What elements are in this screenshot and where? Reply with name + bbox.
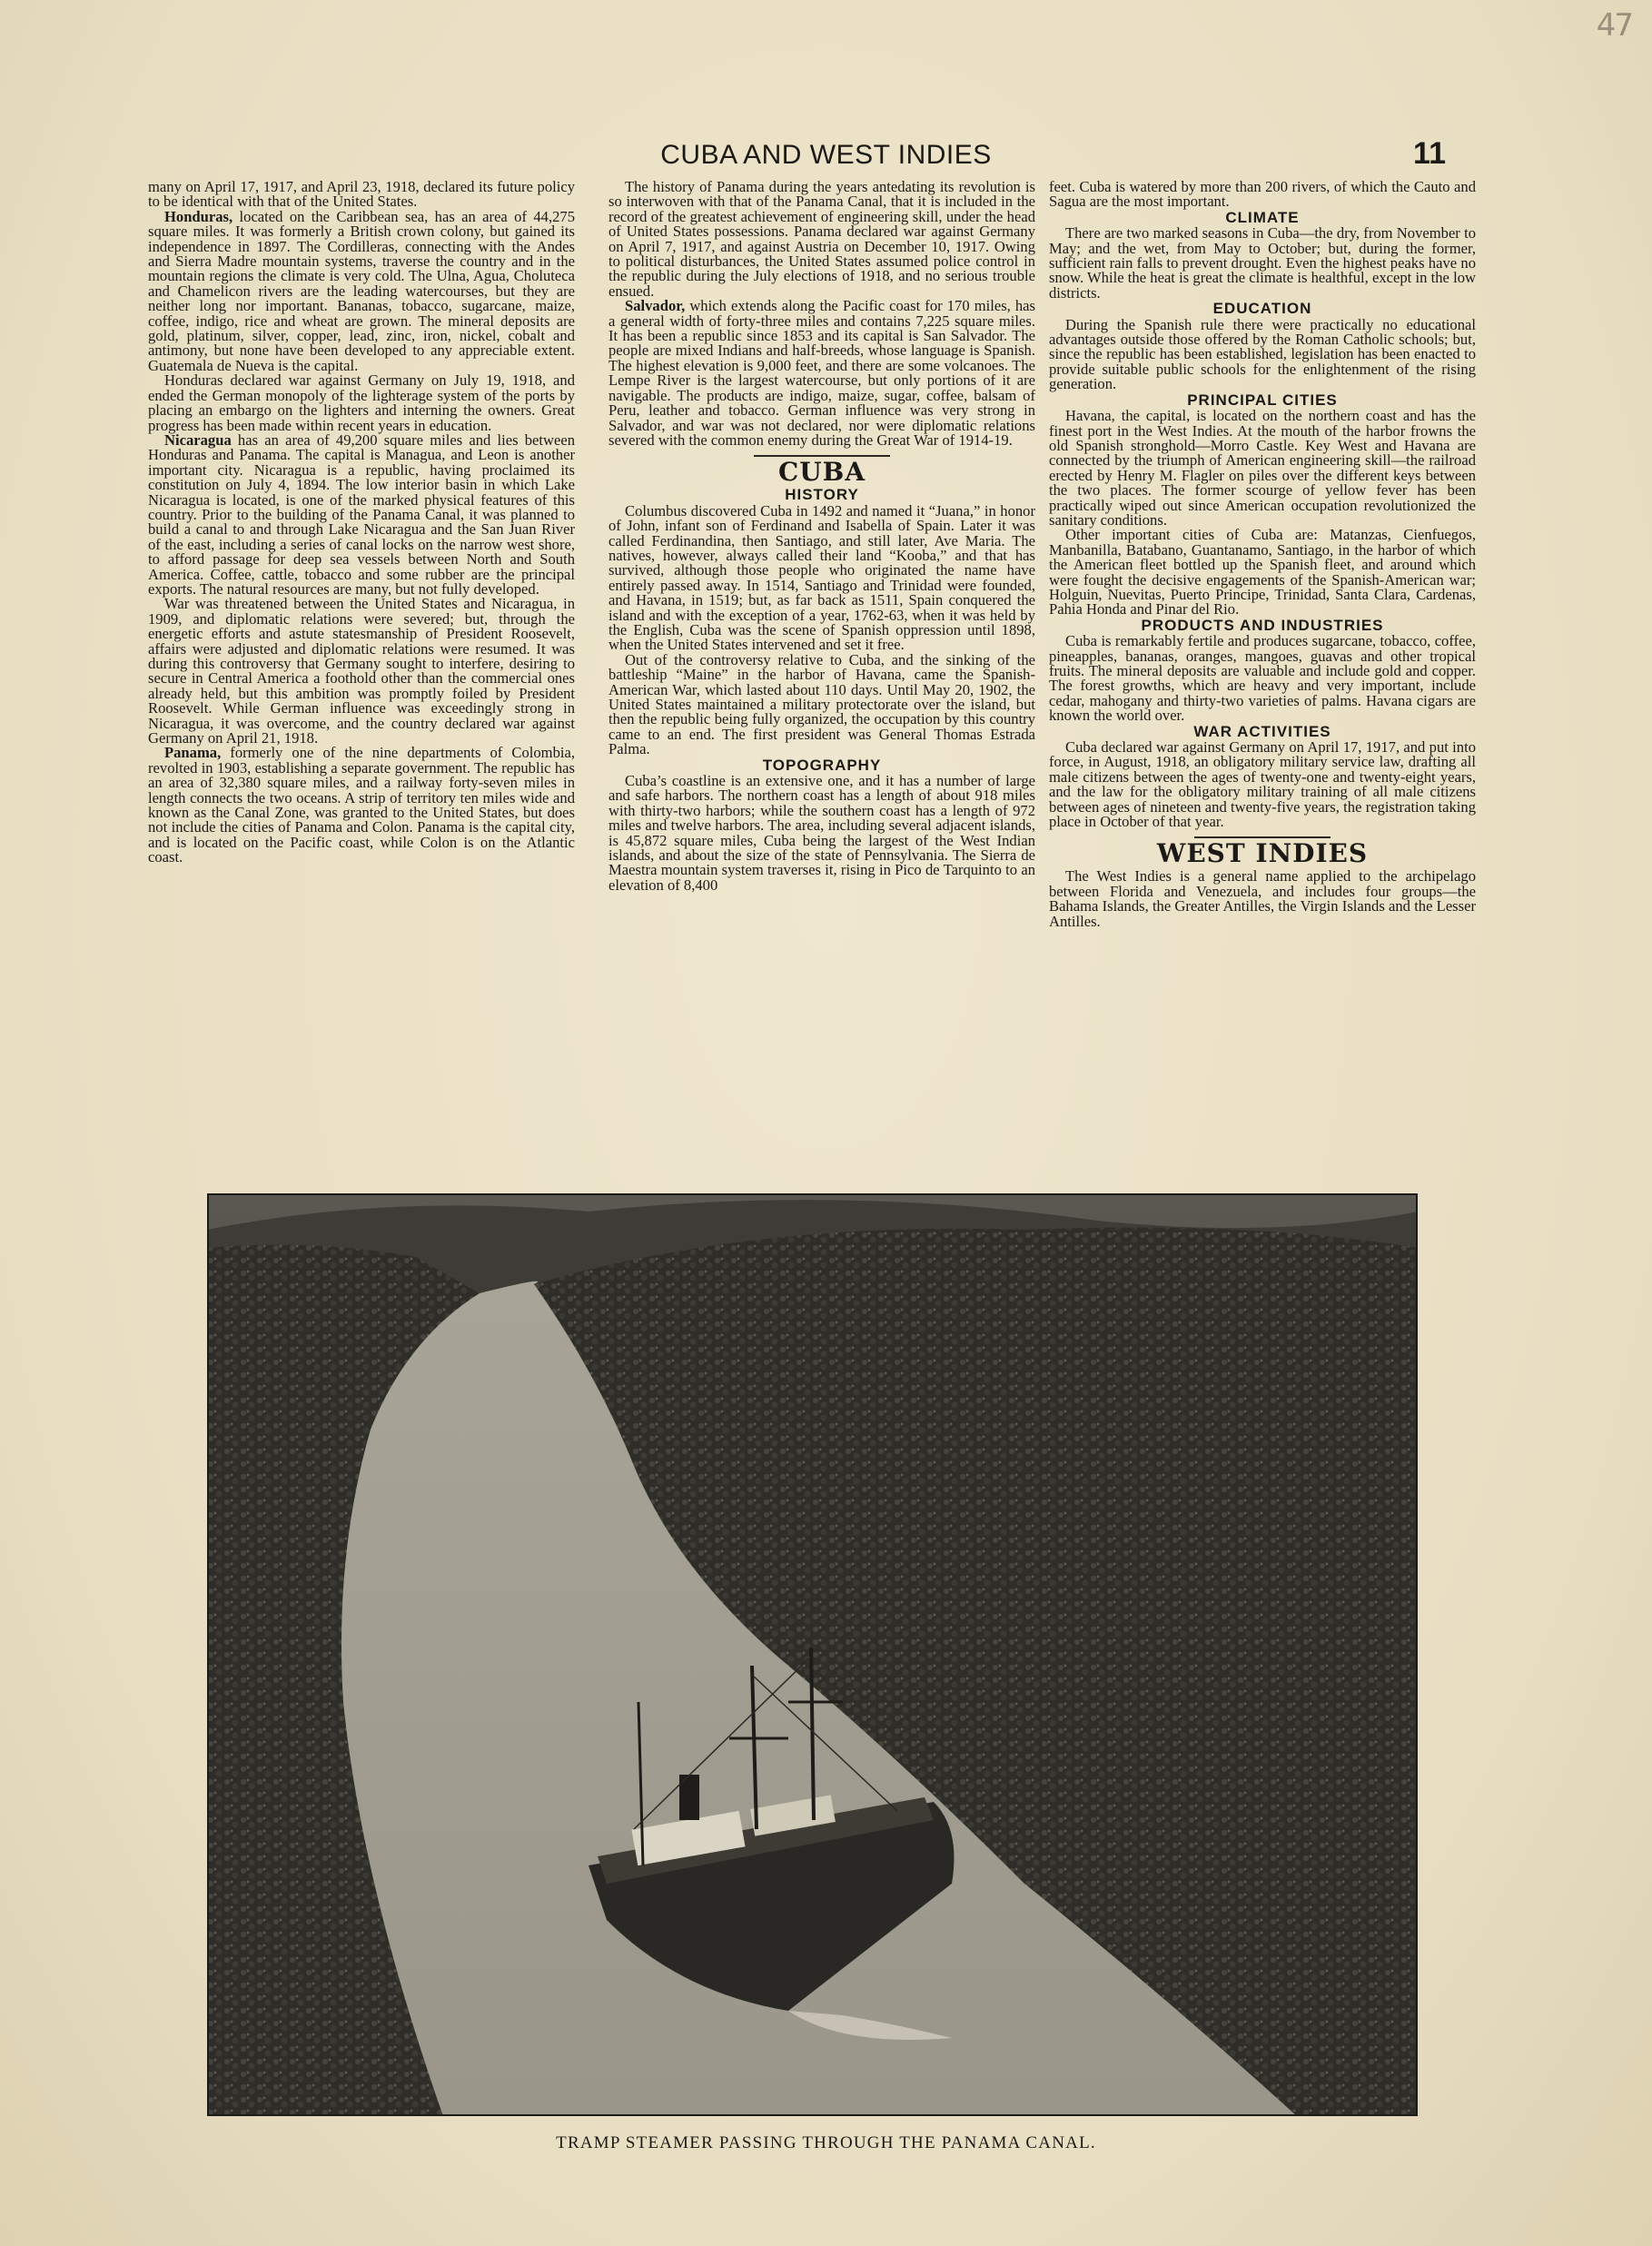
paragraph: feet. Cuba is watered by more than 200 rivers, of which the Cauto and Sagua are the most important.: [1049, 180, 1476, 211]
lead-term: Nicaragua: [164, 430, 232, 449]
page-number: 11: [1413, 136, 1446, 171]
paragraph: War was threatened between the United States and Nicaragua, in 1909, and diplomatic relations were severed; but, through the energetic efforts and astute statesmanship of President Roosevelt, affairs were adjusted and diplomatic relations were resumed. It was during this controversy that Germany sought to interfere, desiring to secure in Central America a foothold other than the commercial ones already held, but this ambition was promptly foiled by President Roosevelt. While German influence was exceedingly strong in Nicaragua, it was overcome, and the country declared war against Germany on April 21, 1918.: [148, 595, 575, 747]
paragraph: Honduras declared war against Germany on July 19, 1918, and ended the German monopoly of the lighterage system of the ports by placing an embargo on the lighters and interning the owners. Great progress has been made within recent years in education.: [148, 371, 575, 434]
canal-photograph: [207, 1193, 1418, 2116]
column-2: [608, 180, 1035, 1170]
paragraph: There are two marked seasons in Cuba—the dry, from November to May; and the wet, from May to October; but, during the former, sufficient rain falls to prevent drought. Even the highest peaks have no snow. While the heat is great the climate is healthful, except in the low districts.: [1049, 224, 1476, 302]
canal-photo-illustration: [207, 1193, 1418, 2116]
paragraph-panama: [148, 746, 575, 865]
running-title: CUBA AND WEST INDIES: [660, 140, 992, 170]
subheading-products: PRODUCTS AND INDUSTRIES: [1141, 616, 1384, 634]
paragraph: Cuba is remarkably fertile and produces sugarcane, tobacco, coffee, pineapples, bananas, oranges, mangoes, guavas and other tropical fruits. The mineral deposits are valuable and include gold and copper. The forest growths, which are heavy and very important, include cedar, mahogany and thirty-two varieties of palms. Havana cigars are known the world over.: [1049, 632, 1476, 725]
paragraph: many on April 17, 1917, and April 23, 1918, declared its future policy to be identical with that of the United States.: [148, 180, 575, 211]
paragraph-text: located on the Caribbean sea, has an area of 44,275 square miles. It was formerly a British crown colony, but gained its independence in 1897. The Cordilleras, connecting with the Andes and Sierra Madre mountain systems, traverse the country and in the mountain regions the climate is very cold. The Ulna, Agua, Choluteca and Chamelicon rivers are the leading watercourses, but they are neither long nor important. Bananas, tobacco, sugarcane, maize, coffee, indigo, rice and wheat are grown. The mineral deposits are gold, platinum, silver, copper, lead, zinc, iron, nickel, cobalt and antimony, but none have been developed to any appreciable extent. Guatemala de Nueva is the capital.: [148, 207, 575, 374]
subheading-climate: CLIMATE: [1225, 208, 1300, 226]
handwritten-page-mark: 47: [1596, 7, 1632, 44]
paragraph-text: which extends along the Pacific coast for 170 miles, has a general width of forty-three miles and contains 7,225 square miles. It has been a republic since 1853 and its capital is San Salvador. The people are mixed Indians and half-breeds, whose language is Spanish. The highest elevation is 9,000 feet, and there are some volcanoes. The Lempe River is the largest watercourse, but only portions of it are navigable. The products are indigo, maize, sugar, coffee, balsam of Peru, leather and tobacco. German influence was very strong in Salvador, and war was not declared, nor were diplomatic relations severed with the common enemy during the Great War of 1914-19.: [608, 297, 1035, 449]
column-3: [1049, 180, 1476, 1170]
paragraph: During the Spanish rule there were practically no educational advantages outside those offered by the Roman Catholic schools; but, since the republic has been established, legislation has been enacted to provide suitable public schools for the enlightenment of the rising generation.: [1049, 315, 1476, 393]
paragraph-text: has an area of 49,200 square miles and lies between Honduras and Panama. The capital is Managua, and Leon is another important city. Nicaragua is a republic, having proclaimed its constitution on July 4, 1894. The low interior basin in which Lake Nicaragua is located, is one of the marked physical features of this country. Prior to the building of the Panama Canal, it was planned to build a canal to and through Lake Nicaragua and the San Juan River of the east, including a series of canal locks on the narrow west shore, to afford passage for deep sea vessels between North and South America. Coffee, cattle, tobacco and some rubber are the principal exports. The natural resources are many, but not fully developed.: [148, 430, 575, 598]
paragraph-text: formerly one of the nine departments of Colombia, revolted in 1903, establishing a separate government. The republic has an area of 32,380 square miles, and a railway forty-seven miles in length connects the two oceans. A strip of territory ten miles wide and known as the Canal Zone, was granted to the United States, but does not include the cities of Panama and Colon. Panama is the capital city, and is located on the Pacific coast, while Colon is on the Atlantic coast.: [148, 744, 575, 866]
running-header: [0, 136, 1652, 178]
paragraph: Cuba’s coastline is an extensive one, and it has a number of large and safe harbors. The northern coast has a length of about 918 miles with thirty-two harbors; while the southern coast has a length of 972 miles and twelve harbors. The area, including several adjacent islands, is 45,872 square miles, Cuba being the largest of the West Indian islands, and about the size of the state of Pennsylvania. The Sierra de Maestra mountain system traverses it, rising in Pico de Tarquinto to an elevation of 8,400: [608, 772, 1035, 894]
paragraph: Cuba declared war against Germany on April 17, 1917, and put into force, in August, 1918, an obligatory military service law, drafting all male citizens between the ages of twenty-one and twenty-eight years, and the law for the obligatory military training of all male citizens between ages of nineteen and twenty-five years, the registration taking place in October of that year.: [1049, 738, 1476, 831]
paragraph: Out of the controversy relative to Cuba, and the sinking of the battleship “Maine” in the harbor of Havana, came the Spanish-American War, which lasted about 110 days. Until May 20, 1902, the United States maintained a military protectorate over the island, but then the republic being fully organized, the occupation by this country came to an end. The first president was General Thomas Estrada Palma.: [608, 650, 1035, 758]
paragraph: The West Indies is a general name applied to the archipelago between Florida and Venezuela, and includes four groups—the Bahama Islands, the Greater Antilles, the Virgin Islands and the Lesser Antilles.: [1049, 867, 1476, 930]
subheading-war-activities: WAR ACTIVITIES: [1193, 722, 1331, 740]
lead-term: Honduras,: [164, 207, 233, 225]
paragraph: The history of Panama during the years antedating its revolution is so interwoven with that of the Panama Canal, that it is included in the record of the greatest achievement of engineering skill, under the head of United States possessions. Panama declared war against Germany on April 7, 1917, and against Austria on December 10, 1917. Owing to political disturbances, the United States assumed police control in the republic during the July elections of 1918, and no serious trouble ensued.: [608, 180, 1035, 300]
paragraph-honduras: [148, 207, 575, 374]
subheading-history: HISTORY: [785, 486, 859, 504]
paragraph: Columbus discovered Cuba in 1492 and named it “Juana,” in honor of John, infant son of Ferdinand and Isabella of Spain. Later it was called Ferdinandina, then Santiago, and still later, Ave Maria. The natives, however, always called their land “Kooba,” and that has survived, although those people who originated the name have entirely passed away. In 1514, Santiago and Trinidad were founded, and Havana, in 1519; but, as far back as 1511, Spain conquered the island and with the exception of a year, 1762-63, when it was held by the English, Cuba was the scene of Spanish oppression until 1898, when the United States intervened and set it free.: [608, 501, 1035, 654]
paragraph-salvador: [608, 299, 1035, 448]
paragraph: Havana, the capital, is located on the northern coast and has the finest port in the West Indies. At the mouth of the harbor frowns the old Spanish stronghold—Morro Castle. Key West and Havana are connected by the triumph of American engineering skill—the railroad erected by Henry M. Flagler on piles over the different keys between the two places. The former scourge of yellow fever has been practically wiped out since American occupation revolutionized the sanitary conditions.: [1049, 407, 1476, 529]
lead-term: Panama,: [164, 744, 222, 762]
section-heading-west-indies: WEST INDIES: [1156, 838, 1369, 869]
subheading-principal-cities: PRINCIPAL CITIES: [1187, 391, 1338, 409]
lead-term: Salvador,: [625, 297, 686, 315]
paragraph: Other important cities of Cuba are: Matanzas, Cienfuegos, Manbanilla, Batabano, Guantanamo, Santiago, in the harbor of which the American fleet bottled up the Spanish fleet, and around which were fought the decisive engagements of the Spanish-American war; Holguin, Nuevitas, Puerto Principe, Trinidad, Santa Clara, Cardenas, Pahia Honda and Pinar del Rio.: [1049, 526, 1476, 618]
paragraph-nicaragua: [148, 430, 575, 598]
section-heading-cuba: CUBA: [777, 457, 866, 488]
subheading-education: EDUCATION: [1212, 300, 1312, 318]
subheading-topography: TOPOGRAPHY: [762, 756, 882, 774]
column-1: [148, 180, 575, 1170]
photo-caption: TRAMP STEAMER PASSING THROUGH THE PANAMA CANAL.: [556, 2133, 1096, 2152]
